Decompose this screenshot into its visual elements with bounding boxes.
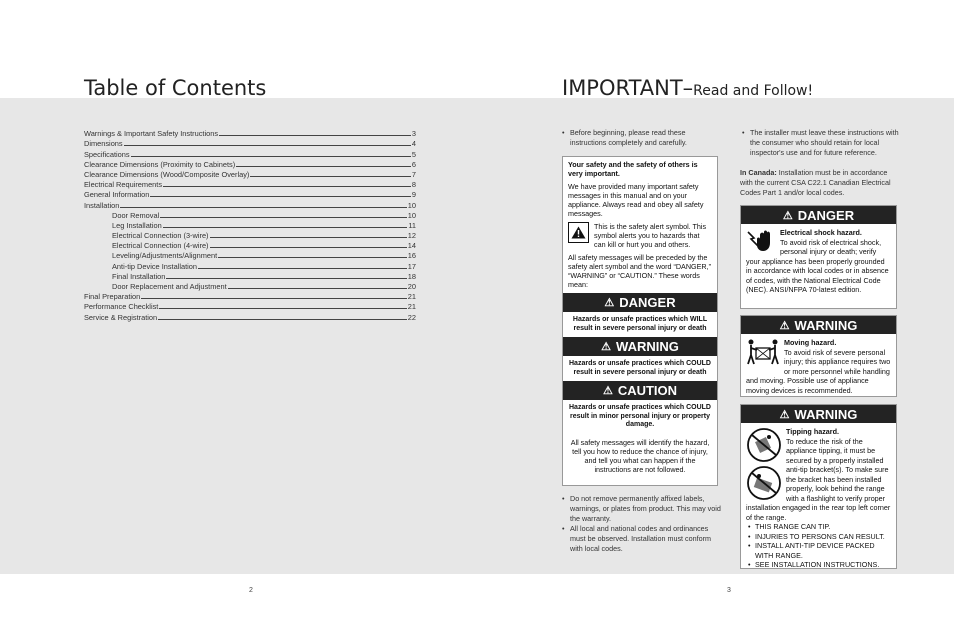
list-item: • The installer must leave these instructions with the consumer who should retain for local inspector's use and for future reference. [742, 128, 902, 158]
toc-leader-line [160, 217, 407, 218]
toc-entry-label: Leg Installation [112, 220, 162, 230]
toc-entry-label: General Information [84, 190, 150, 200]
toc-entry [84, 138, 416, 148]
toc-leader-line [166, 278, 406, 279]
installer-bullet-list [742, 128, 902, 158]
codes-bullet-list [562, 494, 722, 554]
danger-electrical-box [740, 205, 897, 309]
toc-entry [84, 260, 416, 270]
list-item: • INJURIES TO PERSONS CAN RESULT. [746, 532, 892, 542]
electrical-hazard-title: Electrical shock hazard. [780, 228, 862, 237]
toc-entry [84, 179, 416, 189]
preceded-text: All safety messages will be preceded by the safety alert symbol and the word “DANGER,” “WARNING” or “CAUTION.” These words mean: [568, 253, 712, 289]
toc-entry-page: 5 [411, 149, 416, 159]
list-item: • INSTALL ANTI-TIP DEVICE PACKED WITH RANGE. [746, 541, 892, 560]
box-header-label: DANGER [797, 207, 855, 223]
danger-box-header [741, 206, 896, 224]
danger-word: DANGER [619, 295, 676, 310]
toc-entry [84, 301, 416, 311]
warning-triangle-icon: ⚠ [604, 297, 615, 309]
toc-leader-line [120, 207, 406, 208]
toc-leader-line [131, 156, 411, 157]
toc-entry-page: 11 [408, 220, 416, 230]
toc-entry-label: Door Removal [112, 210, 160, 220]
toc-entry [84, 159, 416, 169]
toc-leader-line [163, 227, 408, 228]
warning-signal-header [563, 337, 717, 356]
toc-entry-page: 4 [411, 139, 416, 149]
toc-leader-line [159, 308, 406, 309]
toc-entry-page: 9 [411, 190, 416, 200]
toc-entry-page: 7 [411, 169, 416, 179]
toc-leader-line [228, 288, 407, 289]
danger-box-body [741, 224, 896, 297]
toc-entry-label: Electrical Requirements [84, 180, 163, 190]
toc-entry-page: 12 [407, 231, 416, 241]
warning-triangle-icon: ⚠ [779, 408, 790, 421]
toc-entry [84, 281, 416, 291]
symbol-explanation: This is the safety alert symbol. This symbol alerts you to hazards that can kill or hurt you and others. [594, 222, 707, 249]
left-page-number: 2 [249, 587, 253, 594]
box-header-label: WARNING [794, 317, 858, 333]
toc-entry-page: 18 [407, 271, 416, 281]
tipping-hazard-title: Tipping hazard. [786, 427, 839, 436]
toc-page-title: Table of Contents [84, 76, 267, 100]
safety-closing: All safety messages will identify the hazard, tell you how to reduce the chance of injury, and tell you what can happen if the instructions are not followed. [570, 437, 710, 474]
toc-entry [84, 148, 416, 158]
warning-triangle-icon: ⚠ [601, 341, 612, 353]
caution-signal-header [563, 381, 717, 400]
no-standing-on-door-icon [746, 465, 782, 501]
toc-entry-label: Clearance Dimensions (Wood/Composite Overlay) [84, 169, 250, 179]
toc-entry [84, 230, 416, 240]
toc-entry [84, 240, 416, 250]
toc-entry [84, 210, 416, 220]
toc-leader-line [150, 196, 411, 197]
toc-entry [84, 250, 416, 260]
safety-intro: We have provided many important safety messages in this manual and on your appliance. Always read and obey all safety messages. [568, 182, 704, 218]
warning-tipping-box [740, 404, 897, 569]
warning-box-header [741, 405, 896, 423]
toc-leader-line [210, 247, 407, 248]
toc-entry-page: 10 [407, 210, 416, 220]
toc-leader-line [158, 319, 407, 320]
tipping-icons [746, 427, 782, 501]
list-item: • All local and national codes and ordinances must be observed. Installation must conform with local codes. [562, 524, 722, 554]
toc-entry-page: 10 [407, 200, 416, 210]
box-header-label: WARNING [794, 406, 858, 422]
toc-entry-label: Service & Registration [84, 312, 158, 322]
toc-entry-label: Final Installation [112, 271, 166, 281]
warning-meaning: Hazards or unsafe practices which COULD result in severe personal injury or death [569, 360, 711, 376]
warning-triangle-icon: ⚠ [779, 319, 790, 332]
toc-entry [84, 271, 416, 281]
table-of-contents [84, 128, 416, 322]
warning-moving-body [741, 334, 896, 397]
toc-entry-label: Final Preparation [84, 292, 141, 302]
important-title-main: IMPORTANT– [562, 76, 694, 100]
toc-leader-line [219, 135, 411, 136]
toc-entry-label: Electrical Connection (3-wire) [112, 231, 209, 241]
safety-symbol-row [563, 222, 717, 249]
toc-entry-page: 8 [411, 180, 416, 190]
list-item: • THIS RANGE CAN TIP. [746, 522, 892, 532]
toc-leader-line [163, 186, 411, 187]
tipping-hazard-text: To reduce the risk of the appliance tipping, it must be secured by a properly installed anti-tip bracket(s). To make sure the bracket has been installed properly, look behind the range with a flashlight to verify proper installation engaged in the rear top left corner of the range. [746, 436, 891, 522]
moving-hazard-text: To avoid risk of severe personal injury; this appliance requires two or more personnel while handling and moving. Possible use of appliance moving devices is recommended. [746, 347, 891, 395]
list-item: • Do not remove permanently affixed labels, warnings, or plates from product. This may void the warranty. [562, 494, 722, 524]
toc-entry [84, 311, 416, 321]
toc-entry-page: 16 [407, 251, 416, 261]
warning-word: WARNING [616, 339, 679, 354]
warning-tipping-body [741, 423, 896, 572]
no-tipping-icon [746, 427, 782, 463]
toc-leader-line [250, 176, 410, 177]
toc-entry-page: 21 [407, 292, 416, 302]
toc-leader-line [198, 268, 407, 269]
toc-entry-page: 6 [411, 159, 416, 169]
list-item: • Before beginning, please read these instructions completely and carefully. [562, 128, 712, 148]
toc-entry-page: 22 [407, 312, 416, 322]
warning-triangle-icon: ⚠ [782, 209, 793, 222]
toc-entry-label: Anti-tip Device Installation [112, 261, 198, 271]
toc-entry-page: 21 [407, 302, 416, 312]
electrical-hazard-text: To avoid risk of electrical shock, personal injury or death; verify your appliance has been properly grounded in accordance with local codes or in absence of codes, with the National Electrical Code (NEC). ANSI/NFPA 70-latest edition. [746, 237, 889, 294]
two-person-lift-icon [746, 338, 780, 369]
toc-leader-line [124, 145, 411, 146]
toc-entry-label: Dimensions [84, 139, 123, 149]
warning-box-header [741, 316, 896, 334]
electric-shock-icon [746, 228, 776, 255]
toc-entry-page: 20 [407, 282, 416, 291]
canada-text: Installation must be in accordance with the current CSA C22.1 Canadian Electrical Codes Part 1 and/or local codes. [740, 168, 891, 197]
toc-entry [84, 128, 416, 138]
tipping-warning-list [746, 522, 892, 570]
safety-message-panel [562, 156, 718, 486]
canada-note [740, 168, 900, 198]
moving-hazard-title: Moving hazard. [784, 338, 837, 347]
toc-entry-label: Warnings & Important Safety Instructions [84, 129, 219, 139]
important-page-title [562, 76, 813, 100]
toc-entry [84, 189, 416, 199]
toc-entry-label: Clearance Dimensions (Proximity to Cabinets) [84, 159, 236, 169]
toc-leader-line [210, 237, 407, 238]
right-page-number: 3 [727, 587, 731, 594]
toc-entry [84, 169, 416, 179]
safety-alert-icon [568, 222, 589, 243]
toc-entry-label: Installation [84, 200, 120, 210]
danger-signal-header [563, 293, 717, 312]
list-item: • SEE INSTALLATION INSTRUCTIONS. [746, 560, 892, 570]
warning-triangle-icon: ⚠ [602, 385, 613, 397]
toc-entry-label: Leveling/Adjustments/Alignment [112, 251, 218, 261]
toc-entry [84, 291, 416, 301]
toc-entry-label: Specifications [84, 149, 130, 159]
danger-meaning: Hazards or unsafe practices which WILL result in severe personal injury or death [572, 316, 708, 332]
toc-entry [84, 220, 416, 230]
toc-leader-line [141, 298, 406, 299]
intro-bullet-list [562, 128, 712, 148]
caution-meaning: Hazards or unsafe practices which COULD result in minor personal injury or property damage. [569, 404, 711, 428]
toc-leader-line [236, 166, 411, 167]
toc-entry [84, 199, 416, 209]
caution-word: CAUTION [617, 383, 678, 398]
toc-entry-label: Door Replacement and Adjustment [112, 282, 227, 291]
important-title-sub: Read and Follow! [693, 83, 814, 99]
toc-entry-label: Electrical Connection (4-wire) [112, 241, 209, 251]
canada-label: In Canada: [740, 168, 777, 177]
toc-entry-label: Performance Checklist [84, 302, 159, 312]
toc-entry-page: 3 [411, 129, 416, 139]
toc-leader-line [218, 257, 407, 258]
warning-moving-box [740, 315, 897, 397]
toc-entry-page: 17 [407, 261, 416, 271]
safety-heading: Your safety and the safety of others is very important. [568, 160, 698, 178]
toc-entry-page: 14 [407, 241, 416, 251]
